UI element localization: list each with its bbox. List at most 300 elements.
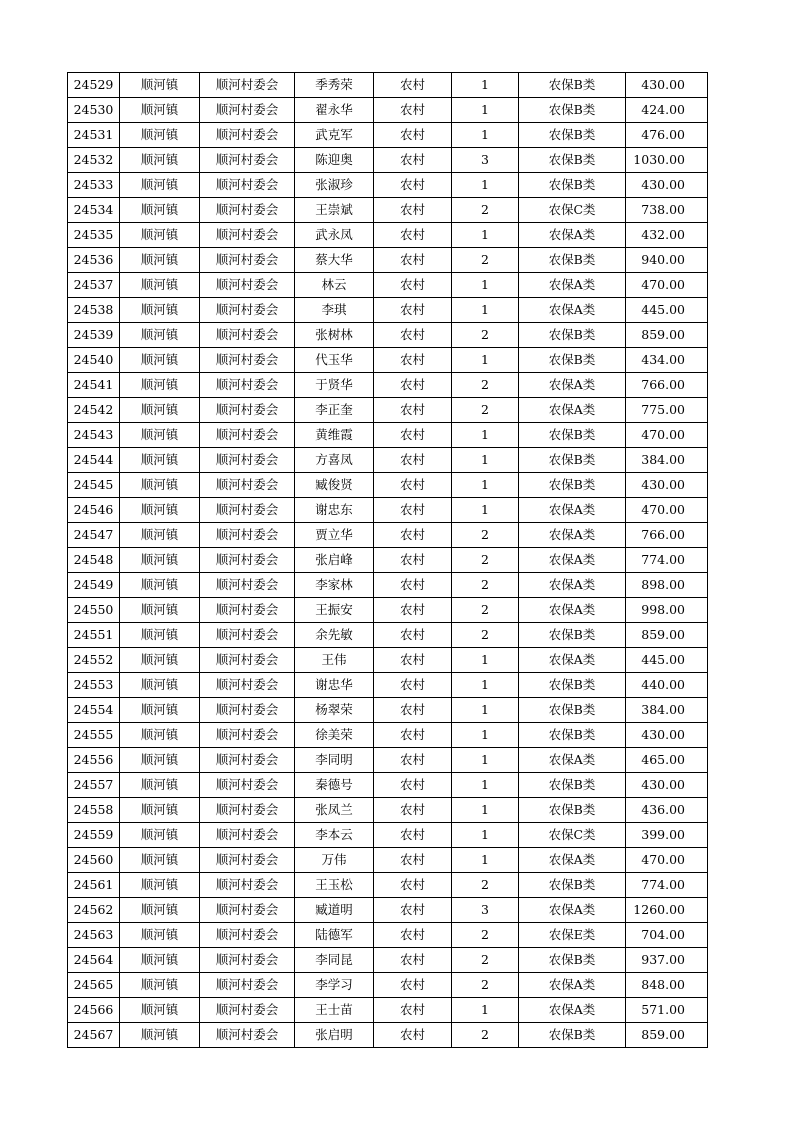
person-name-cell: 王士苗	[295, 998, 374, 1023]
area-type-cell: 农村	[374, 673, 452, 698]
record-id-cell: 24539	[68, 323, 120, 348]
village-committee-cell: 顺河村委会	[200, 873, 295, 898]
household-size-cell: 1	[452, 748, 519, 773]
insurance-category-cell: 农保A类	[519, 523, 626, 548]
village-committee-cell: 顺河村委会	[200, 373, 295, 398]
amount-cell: 430.00	[626, 723, 708, 748]
household-size-cell: 1	[452, 773, 519, 798]
village-committee-cell: 顺河村委会	[200, 448, 295, 473]
table-row	[68, 348, 708, 373]
person-name-cell: 贾立华	[295, 523, 374, 548]
household-size-cell: 1	[452, 273, 519, 298]
person-name-cell: 王振安	[295, 598, 374, 623]
amount-cell: 998.00	[626, 598, 708, 623]
table-row	[68, 273, 708, 298]
area-type-cell: 农村	[374, 223, 452, 248]
amount-cell: 1030.00	[626, 148, 708, 173]
village-committee-cell: 顺河村委会	[200, 748, 295, 773]
table-row	[68, 498, 708, 523]
amount-cell: 424.00	[626, 98, 708, 123]
household-size-cell: 2	[452, 948, 519, 973]
insurance-category-cell: 农保A类	[519, 573, 626, 598]
assistance-table	[67, 72, 708, 1048]
town-cell: 顺河镇	[120, 873, 200, 898]
record-id-cell: 24534	[68, 198, 120, 223]
insurance-category-cell: 农保B类	[519, 623, 626, 648]
record-id-cell: 24561	[68, 873, 120, 898]
household-size-cell: 1	[452, 123, 519, 148]
record-id-cell: 24554	[68, 698, 120, 723]
household-size-cell: 2	[452, 198, 519, 223]
village-committee-cell: 顺河村委会	[200, 773, 295, 798]
insurance-category-cell: 农保B类	[519, 248, 626, 273]
household-size-cell: 2	[452, 523, 519, 548]
town-cell: 顺河镇	[120, 123, 200, 148]
person-name-cell: 万伟	[295, 848, 374, 873]
person-name-cell: 于贤华	[295, 373, 374, 398]
amount-cell: 859.00	[626, 623, 708, 648]
person-name-cell: 陆德军	[295, 923, 374, 948]
insurance-category-cell: 农保A类	[519, 298, 626, 323]
village-committee-cell: 顺河村委会	[200, 523, 295, 548]
person-name-cell: 谢忠东	[295, 498, 374, 523]
record-id-cell: 24562	[68, 898, 120, 923]
table-row	[68, 598, 708, 623]
household-size-cell: 1	[452, 498, 519, 523]
table-row	[68, 798, 708, 823]
record-id-cell: 24563	[68, 923, 120, 948]
amount-cell: 937.00	[626, 948, 708, 973]
person-name-cell: 武永凤	[295, 223, 374, 248]
amount-cell: 848.00	[626, 973, 708, 998]
household-size-cell: 1	[452, 648, 519, 673]
village-committee-cell: 顺河村委会	[200, 98, 295, 123]
village-committee-cell: 顺河村委会	[200, 848, 295, 873]
insurance-category-cell: 农保A类	[519, 398, 626, 423]
town-cell: 顺河镇	[120, 598, 200, 623]
area-type-cell: 农村	[374, 723, 452, 748]
amount-cell: 430.00	[626, 473, 708, 498]
table-row	[68, 73, 708, 98]
town-cell: 顺河镇	[120, 623, 200, 648]
insurance-category-cell: 农保B类	[519, 323, 626, 348]
town-cell: 顺河镇	[120, 748, 200, 773]
village-committee-cell: 顺河村委会	[200, 73, 295, 98]
town-cell: 顺河镇	[120, 673, 200, 698]
village-committee-cell: 顺河村委会	[200, 298, 295, 323]
record-id-cell: 24552	[68, 648, 120, 673]
village-committee-cell: 顺河村委会	[200, 498, 295, 523]
household-size-cell: 2	[452, 323, 519, 348]
person-name-cell: 方喜凤	[295, 448, 374, 473]
household-size-cell: 1	[452, 798, 519, 823]
record-id-cell: 24541	[68, 373, 120, 398]
amount-cell: 384.00	[626, 698, 708, 723]
village-committee-cell: 顺河村委会	[200, 823, 295, 848]
amount-cell: 430.00	[626, 73, 708, 98]
area-type-cell: 农村	[374, 848, 452, 873]
town-cell: 顺河镇	[120, 723, 200, 748]
area-type-cell: 农村	[374, 323, 452, 348]
area-type-cell: 农村	[374, 898, 452, 923]
insurance-category-cell: 农保A类	[519, 223, 626, 248]
insurance-category-cell: 农保B类	[519, 123, 626, 148]
person-name-cell: 李本云	[295, 823, 374, 848]
village-committee-cell: 顺河村委会	[200, 423, 295, 448]
household-size-cell: 2	[452, 623, 519, 648]
person-name-cell: 黄维霞	[295, 423, 374, 448]
village-committee-cell: 顺河村委会	[200, 923, 295, 948]
record-id-cell: 24538	[68, 298, 120, 323]
table-row	[68, 973, 708, 998]
household-size-cell: 2	[452, 573, 519, 598]
record-id-cell: 24536	[68, 248, 120, 273]
person-name-cell: 余先敏	[295, 623, 374, 648]
household-size-cell: 2	[452, 373, 519, 398]
area-type-cell: 农村	[374, 98, 452, 123]
table-row	[68, 723, 708, 748]
town-cell: 顺河镇	[120, 923, 200, 948]
area-type-cell: 农村	[374, 948, 452, 973]
amount-cell: 898.00	[626, 573, 708, 598]
person-name-cell: 谢忠华	[295, 673, 374, 698]
area-type-cell: 农村	[374, 1023, 452, 1048]
record-id-cell: 24565	[68, 973, 120, 998]
record-id-cell: 24551	[68, 623, 120, 648]
area-type-cell: 农村	[374, 73, 452, 98]
amount-cell: 775.00	[626, 398, 708, 423]
area-type-cell: 农村	[374, 598, 452, 623]
village-committee-cell: 顺河村委会	[200, 148, 295, 173]
person-name-cell: 王崇斌	[295, 198, 374, 223]
insurance-category-cell: 农保B类	[519, 423, 626, 448]
record-id-cell: 24542	[68, 398, 120, 423]
insurance-category-cell: 农保A类	[519, 373, 626, 398]
insurance-category-cell: 农保B类	[519, 98, 626, 123]
village-committee-cell: 顺河村委会	[200, 548, 295, 573]
household-size-cell: 1	[452, 848, 519, 873]
insurance-category-cell: 农保A类	[519, 648, 626, 673]
area-type-cell: 农村	[374, 623, 452, 648]
town-cell: 顺河镇	[120, 698, 200, 723]
village-committee-cell: 顺河村委会	[200, 348, 295, 373]
insurance-category-cell: 农保E类	[519, 923, 626, 948]
household-size-cell: 1	[452, 423, 519, 448]
record-id-cell: 24543	[68, 423, 120, 448]
village-committee-cell: 顺河村委会	[200, 723, 295, 748]
insurance-category-cell: 农保C类	[519, 823, 626, 848]
amount-cell: 470.00	[626, 848, 708, 873]
table-row	[68, 648, 708, 673]
area-type-cell: 农村	[374, 873, 452, 898]
amount-cell: 434.00	[626, 348, 708, 373]
record-id-cell: 24548	[68, 548, 120, 573]
town-cell: 顺河镇	[120, 323, 200, 348]
table-row	[68, 873, 708, 898]
insurance-category-cell: 农保B类	[519, 348, 626, 373]
town-cell: 顺河镇	[120, 423, 200, 448]
insurance-category-cell: 农保B类	[519, 73, 626, 98]
village-committee-cell: 顺河村委会	[200, 473, 295, 498]
village-committee-cell: 顺河村委会	[200, 573, 295, 598]
household-size-cell: 1	[452, 73, 519, 98]
town-cell: 顺河镇	[120, 773, 200, 798]
amount-cell: 766.00	[626, 373, 708, 398]
area-type-cell: 农村	[374, 573, 452, 598]
person-name-cell: 陈迎奥	[295, 148, 374, 173]
town-cell: 顺河镇	[120, 798, 200, 823]
village-committee-cell: 顺河村委会	[200, 673, 295, 698]
household-size-cell: 1	[452, 98, 519, 123]
household-size-cell: 2	[452, 248, 519, 273]
insurance-category-cell: 农保A类	[519, 898, 626, 923]
town-cell: 顺河镇	[120, 848, 200, 873]
insurance-category-cell: 农保A类	[519, 848, 626, 873]
village-committee-cell: 顺河村委会	[200, 948, 295, 973]
table-row	[68, 448, 708, 473]
area-type-cell: 农村	[374, 523, 452, 548]
household-size-cell: 2	[452, 548, 519, 573]
amount-cell: 470.00	[626, 498, 708, 523]
town-cell: 顺河镇	[120, 548, 200, 573]
village-committee-cell: 顺河村委会	[200, 273, 295, 298]
town-cell: 顺河镇	[120, 1023, 200, 1048]
village-committee-cell: 顺河村委会	[200, 248, 295, 273]
insurance-category-cell: 农保B类	[519, 173, 626, 198]
person-name-cell: 秦德号	[295, 773, 374, 798]
table-row	[68, 198, 708, 223]
person-name-cell: 季秀荣	[295, 73, 374, 98]
amount-cell: 476.00	[626, 123, 708, 148]
area-type-cell: 农村	[374, 973, 452, 998]
table-row	[68, 148, 708, 173]
table-row	[68, 698, 708, 723]
area-type-cell: 农村	[374, 448, 452, 473]
person-name-cell: 张树林	[295, 323, 374, 348]
town-cell: 顺河镇	[120, 998, 200, 1023]
household-size-cell: 2	[452, 398, 519, 423]
amount-cell: 704.00	[626, 923, 708, 948]
town-cell: 顺河镇	[120, 573, 200, 598]
person-name-cell: 臧俊贤	[295, 473, 374, 498]
household-size-cell: 2	[452, 1023, 519, 1048]
record-id-cell: 24537	[68, 273, 120, 298]
record-id-cell: 24556	[68, 748, 120, 773]
household-size-cell: 2	[452, 973, 519, 998]
area-type-cell: 农村	[374, 423, 452, 448]
record-id-cell: 24544	[68, 448, 120, 473]
table-row	[68, 673, 708, 698]
table-row	[68, 848, 708, 873]
town-cell: 顺河镇	[120, 273, 200, 298]
table-row	[68, 323, 708, 348]
insurance-category-cell: 农保B类	[519, 1023, 626, 1048]
person-name-cell: 林云	[295, 273, 374, 298]
insurance-category-cell: 农保B类	[519, 698, 626, 723]
area-type-cell: 农村	[374, 648, 452, 673]
person-name-cell: 张启明	[295, 1023, 374, 1048]
area-type-cell: 农村	[374, 348, 452, 373]
insurance-category-cell: 农保A类	[519, 273, 626, 298]
town-cell: 顺河镇	[120, 348, 200, 373]
table-row	[68, 1023, 708, 1048]
table-row	[68, 523, 708, 548]
town-cell: 顺河镇	[120, 823, 200, 848]
town-cell: 顺河镇	[120, 148, 200, 173]
household-size-cell: 1	[452, 473, 519, 498]
record-id-cell: 24549	[68, 573, 120, 598]
household-size-cell: 1	[452, 223, 519, 248]
insurance-category-cell: 农保B类	[519, 948, 626, 973]
area-type-cell: 农村	[374, 798, 452, 823]
record-id-cell: 24535	[68, 223, 120, 248]
table-row	[68, 248, 708, 273]
person-name-cell: 李正奎	[295, 398, 374, 423]
area-type-cell: 农村	[374, 823, 452, 848]
person-name-cell: 李同明	[295, 748, 374, 773]
area-type-cell: 农村	[374, 173, 452, 198]
record-id-cell: 24555	[68, 723, 120, 748]
town-cell: 顺河镇	[120, 398, 200, 423]
record-id-cell: 24547	[68, 523, 120, 548]
village-committee-cell: 顺河村委会	[200, 198, 295, 223]
household-size-cell: 1	[452, 448, 519, 473]
record-id-cell: 24557	[68, 773, 120, 798]
household-size-cell: 1	[452, 673, 519, 698]
table-body	[68, 73, 708, 1048]
area-type-cell: 农村	[374, 473, 452, 498]
village-committee-cell: 顺河村委会	[200, 173, 295, 198]
household-size-cell: 1	[452, 298, 519, 323]
person-name-cell: 李同昆	[295, 948, 374, 973]
village-committee-cell: 顺河村委会	[200, 973, 295, 998]
town-cell: 顺河镇	[120, 973, 200, 998]
amount-cell: 430.00	[626, 773, 708, 798]
amount-cell: 445.00	[626, 298, 708, 323]
insurance-category-cell: 农保A类	[519, 598, 626, 623]
table-row	[68, 548, 708, 573]
person-name-cell: 李家林	[295, 573, 374, 598]
table-row	[68, 773, 708, 798]
area-type-cell: 农村	[374, 773, 452, 798]
area-type-cell: 农村	[374, 198, 452, 223]
town-cell: 顺河镇	[120, 298, 200, 323]
insurance-category-cell: 农保B类	[519, 723, 626, 748]
town-cell: 顺河镇	[120, 98, 200, 123]
town-cell: 顺河镇	[120, 498, 200, 523]
village-committee-cell: 顺河村委会	[200, 698, 295, 723]
insurance-category-cell: 农保A类	[519, 548, 626, 573]
household-size-cell: 3	[452, 898, 519, 923]
amount-cell: 766.00	[626, 523, 708, 548]
household-size-cell: 1	[452, 998, 519, 1023]
area-type-cell: 农村	[374, 748, 452, 773]
town-cell: 顺河镇	[120, 898, 200, 923]
table-row	[68, 898, 708, 923]
person-name-cell: 代玉华	[295, 348, 374, 373]
town-cell: 顺河镇	[120, 948, 200, 973]
record-id-cell: 24530	[68, 98, 120, 123]
table-row	[68, 573, 708, 598]
amount-cell: 440.00	[626, 673, 708, 698]
record-id-cell: 24550	[68, 598, 120, 623]
person-name-cell: 徐美荣	[295, 723, 374, 748]
person-name-cell: 李学习	[295, 973, 374, 998]
village-committee-cell: 顺河村委会	[200, 598, 295, 623]
area-type-cell: 农村	[374, 273, 452, 298]
village-committee-cell: 顺河村委会	[200, 623, 295, 648]
town-cell: 顺河镇	[120, 223, 200, 248]
area-type-cell: 农村	[374, 398, 452, 423]
town-cell: 顺河镇	[120, 198, 200, 223]
table-row	[68, 398, 708, 423]
amount-cell: 1260.00	[626, 898, 708, 923]
table-row	[68, 923, 708, 948]
insurance-category-cell: 农保A类	[519, 748, 626, 773]
person-name-cell: 张淑珍	[295, 173, 374, 198]
record-id-cell: 24567	[68, 1023, 120, 1048]
area-type-cell: 农村	[374, 298, 452, 323]
person-name-cell: 李琪	[295, 298, 374, 323]
village-committee-cell: 顺河村委会	[200, 998, 295, 1023]
area-type-cell: 农村	[374, 373, 452, 398]
insurance-category-cell: 农保B类	[519, 673, 626, 698]
village-committee-cell: 顺河村委会	[200, 323, 295, 348]
table-row	[68, 473, 708, 498]
record-id-cell: 24546	[68, 498, 120, 523]
area-type-cell: 农村	[374, 548, 452, 573]
insurance-category-cell: 农保A类	[519, 973, 626, 998]
person-name-cell: 王伟	[295, 648, 374, 673]
village-committee-cell: 顺河村委会	[200, 1023, 295, 1048]
table-row	[68, 373, 708, 398]
record-id-cell: 24566	[68, 998, 120, 1023]
table-row	[68, 123, 708, 148]
amount-cell: 774.00	[626, 548, 708, 573]
village-committee-cell: 顺河村委会	[200, 223, 295, 248]
table-row	[68, 298, 708, 323]
record-id-cell: 24533	[68, 173, 120, 198]
record-id-cell: 24532	[68, 148, 120, 173]
amount-cell: 432.00	[626, 223, 708, 248]
amount-cell: 436.00	[626, 798, 708, 823]
village-committee-cell: 顺河村委会	[200, 398, 295, 423]
insurance-category-cell: 农保B类	[519, 873, 626, 898]
area-type-cell: 农村	[374, 248, 452, 273]
table-row	[68, 173, 708, 198]
person-name-cell: 张启峰	[295, 548, 374, 573]
person-name-cell: 张凤兰	[295, 798, 374, 823]
record-id-cell: 24540	[68, 348, 120, 373]
insurance-category-cell: 农保A类	[519, 998, 626, 1023]
person-name-cell: 杨翠荣	[295, 698, 374, 723]
person-name-cell: 翟永华	[295, 98, 374, 123]
record-id-cell: 24560	[68, 848, 120, 873]
village-committee-cell: 顺河村委会	[200, 648, 295, 673]
town-cell: 顺河镇	[120, 173, 200, 198]
town-cell: 顺河镇	[120, 523, 200, 548]
person-name-cell: 王玉松	[295, 873, 374, 898]
insurance-category-cell: 农保B类	[519, 473, 626, 498]
amount-cell: 859.00	[626, 1023, 708, 1048]
amount-cell: 774.00	[626, 873, 708, 898]
household-size-cell: 1	[452, 348, 519, 373]
table-row	[68, 948, 708, 973]
town-cell: 顺河镇	[120, 448, 200, 473]
amount-cell: 940.00	[626, 248, 708, 273]
insurance-category-cell: 农保A类	[519, 498, 626, 523]
amount-cell: 399.00	[626, 823, 708, 848]
